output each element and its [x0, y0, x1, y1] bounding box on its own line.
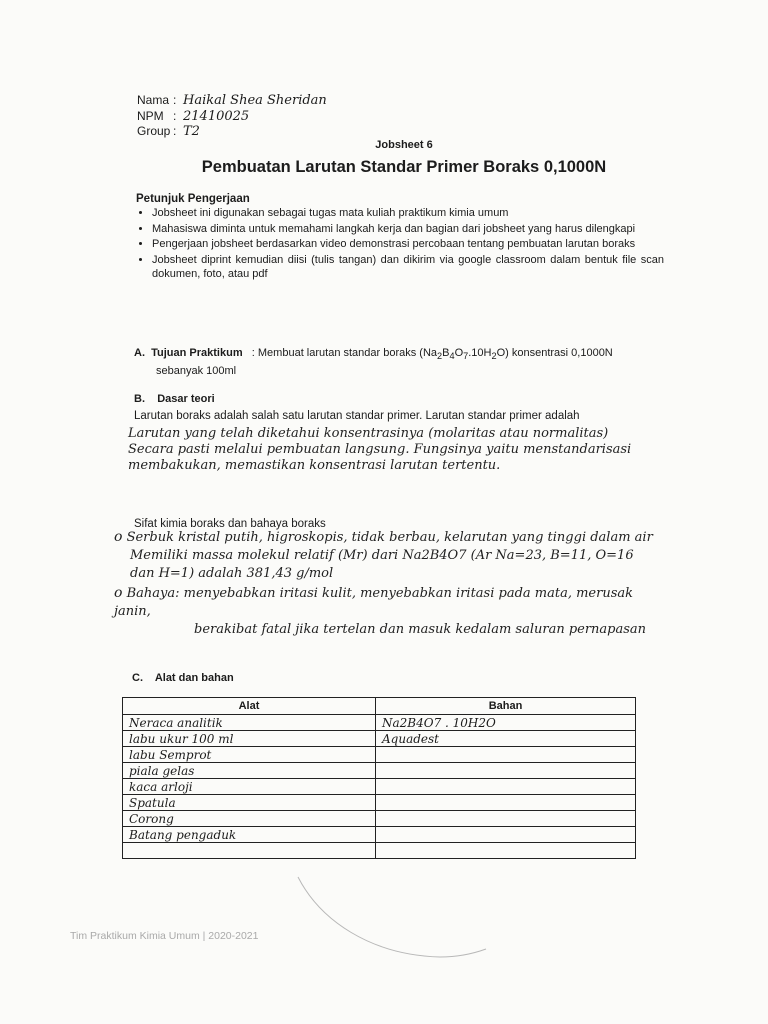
alat-cell: Spatula — [123, 795, 376, 811]
page-title: Pembuatan Larutan Standar Primer Boraks 0,1000N — [201, 158, 607, 176]
hand-line: Secara pasti melalui pembuatan langsung. Fungsinya yaitu menstandarisasi — [128, 442, 632, 457]
hand-line: Larutan yang telah diketahui konsentrasinya (molaritas atau normalitas) — [128, 426, 609, 441]
alat-cell: Batang pengaduk — [123, 827, 376, 843]
bahan-cell — [376, 843, 636, 859]
group-value: T2 — [183, 124, 200, 139]
bahan-cell: Aquadest — [376, 731, 636, 747]
bahan-cell — [376, 811, 636, 827]
section-b-heading: B. Dasar teori — [134, 393, 215, 405]
hand-line: dan H=1) adalah 381,43 g/mol — [130, 566, 334, 581]
identity-group — [137, 124, 200, 139]
bahan-cell — [376, 779, 636, 795]
hand-line: berakibat fatal jika tertelan dan masuk kedalam saluran pernapasan — [194, 622, 647, 637]
col-alat-header: Alat — [123, 698, 376, 715]
npm-value: 21410025 — [183, 109, 250, 124]
hand-line: Serbuk kristal putih, higroskopis, tidak berbau, kelarutan yang tinggi dalam air — [126, 530, 653, 545]
identity-npm — [137, 109, 249, 124]
identity-nama — [137, 93, 327, 108]
bullet-icon: o — [114, 585, 123, 601]
alat-cell: kaca arloji — [123, 779, 376, 795]
bahan-cell — [376, 763, 636, 779]
group-colon: : — [173, 124, 177, 138]
section-a-text-line2: sebanyak 100ml — [156, 365, 237, 378]
table-row — [123, 827, 636, 843]
alat-cell: labu Semprot — [123, 747, 376, 763]
section-a-label: Tujuan Praktikum — [151, 347, 243, 359]
nama-label: Nama — [137, 93, 170, 107]
table-header-row — [123, 698, 636, 715]
list-item: • Jobsheet diprint kemudian diisi (tulis tangan) dan dikirim via google classroom dalam bentuk file scan dokumen, foto, atau pdf — [152, 253, 664, 282]
section-a — [134, 346, 654, 379]
table-row — [123, 779, 636, 795]
jobsheet-label: Jobsheet 6 — [375, 139, 433, 151]
nama-value: Haikal Shea Sheridan — [183, 93, 327, 108]
petunjuk-heading: Petunjuk Pengerjaan — [136, 193, 250, 205]
bahan-cell — [376, 747, 636, 763]
table-row — [123, 715, 636, 731]
list-item: • Pengerjaan jobsheet berdasarkan video demonstrasi percobaan tentang pembuatan larutan boraks — [152, 237, 664, 252]
dasar-teori-printed: Larutan boraks adalah salah satu larutan standar primer. Larutan standar primer adalah — [134, 410, 580, 422]
table-row — [123, 843, 636, 859]
pencil-stroke — [290, 875, 490, 965]
group-label: Group — [137, 124, 171, 138]
table-row — [123, 795, 636, 811]
alat-cell: Neraca analitik — [123, 715, 376, 731]
bullet-icon: o — [114, 529, 123, 545]
alat-bahan-table — [122, 697, 636, 859]
dasar-teori-handwritten — [128, 426, 648, 474]
table-row — [123, 811, 636, 827]
alat-cell: labu ukur 100 ml — [123, 731, 376, 747]
hand-line: Memiliki massa molekul relatif (Mr) dari Na2B4O7 (Ar Na=23, B=11, O=16 — [130, 548, 634, 563]
hand-line: membakukan, memastikan konsentrasi larutan tertentu. — [128, 458, 501, 473]
page-footer: Tim Praktikum Kimia Umum | 2020-2021 — [70, 930, 259, 942]
sifat-handwritten — [114, 528, 654, 583]
section-a-text: : Membuat larutan standar boraks $(Na_2B_4O_7.10H_2O)$ konsentrasi 0,1000N — [251, 347, 613, 362]
alat-cell — [123, 843, 376, 859]
nama-colon: : — [173, 93, 177, 107]
section-a-letter: A. — [134, 347, 145, 359]
table-row — [123, 747, 636, 763]
bahan-cell — [376, 827, 636, 843]
bahaya-handwritten — [114, 584, 654, 639]
section-c-heading: C. Alat dan bahan — [132, 672, 234, 684]
npm-label: NPM — [137, 109, 164, 123]
alat-cell: Corong — [123, 811, 376, 827]
list-item: • Mahasiswa diminta untuk memahami langkah kerja dan bagian dari jobsheet yang harus dilengkapi — [152, 222, 664, 237]
col-bahan-header: Bahan — [376, 698, 636, 715]
sifat-printed: Sifat kimia boraks dan bahaya boraks — [134, 518, 326, 530]
hand-line: Bahaya: menyebabkan iritasi kulit, menyebabkan iritasi pada mata, merusak janin, — [114, 586, 634, 619]
alat-cell: piala gelas — [123, 763, 376, 779]
bahan-cell: Na2B4O7 . 10H2O — [376, 715, 636, 731]
npm-colon: : — [173, 109, 177, 123]
list-item: • Jobsheet ini digunakan sebagai tugas mata kuliah praktikum kimia umum — [152, 206, 664, 221]
bahan-cell — [376, 795, 636, 811]
table-row — [123, 731, 636, 747]
petunjuk-list — [136, 206, 664, 283]
table-row — [123, 763, 636, 779]
